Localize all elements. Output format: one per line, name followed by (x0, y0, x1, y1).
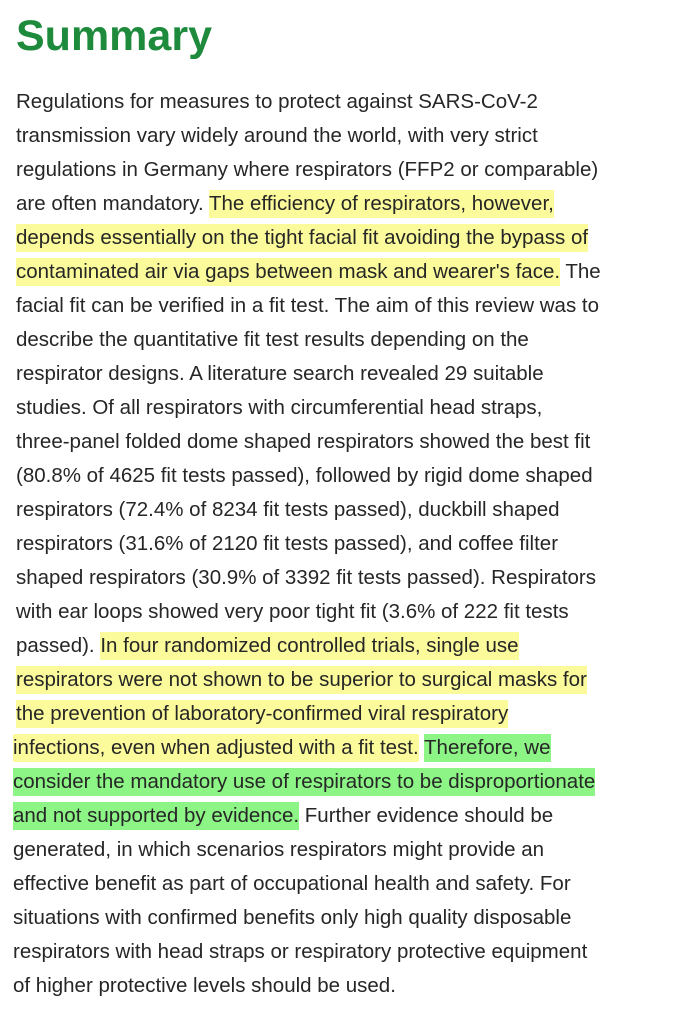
text-line (16, 666, 587, 694)
text-segment: describe the quantitative fit test results depending on the (16, 328, 529, 351)
highlight-yellow: respirators were not shown to be superior to surgical masks for (16, 666, 587, 694)
text-segment: situations with confirmed benefits only high quality disposable (13, 906, 572, 929)
text-segment: respirators (72.4% of 8234 fit tests passed), duckbill shaped (16, 498, 560, 521)
highlight-yellow: The efficiency of respirators, however, (209, 190, 554, 218)
text-line (13, 802, 553, 830)
text-line (13, 768, 595, 796)
text-line (16, 224, 588, 252)
text-line (16, 632, 519, 660)
text-line (16, 462, 593, 490)
text-segment: of higher protective levels should be used. (13, 974, 396, 997)
text-line (16, 496, 560, 524)
highlight-yellow: contaminated air via gaps between mask and wearer's face. (16, 258, 560, 286)
text-line (16, 564, 596, 592)
text-line (13, 904, 571, 932)
text-line (16, 122, 538, 150)
text-segment: studies. Of all respirators with circumferential head straps, (16, 396, 543, 419)
text-segment: Further evidence should be (299, 804, 554, 827)
text-segment: effective benefit as part of occupational health and safety. For (13, 872, 571, 895)
text-line (13, 938, 587, 966)
text-line (16, 530, 558, 558)
text-line (13, 836, 544, 864)
text-line (16, 598, 569, 626)
text-segment: (80.8% of 4625 fit tests passed), followed by rigid dome shaped (16, 464, 593, 487)
text-line (16, 190, 554, 218)
highlight-yellow: the prevention of laboratory-confirmed viral respiratory (16, 700, 508, 728)
text-segment: three-panel folded dome shaped respirators showed the best fit (16, 430, 591, 453)
text-segment: The (560, 260, 601, 283)
text-segment: respirators with head straps or respiratory protective equipment (13, 940, 588, 963)
page-title: Summary (16, 12, 212, 60)
text-segment: shaped respirators (30.9% of 3392 fit tests passed). Respirators (16, 566, 596, 589)
text-line (16, 394, 542, 422)
text-line (16, 292, 599, 320)
text-segment: transmission vary widely around the world, with very strict (16, 124, 538, 147)
text-line (16, 88, 538, 116)
highlight-yellow: depends essentially on the tight facial fit avoiding the bypass of (16, 224, 588, 252)
text-segment: are often mandatory. (16, 192, 209, 215)
text-segment: regulations in Germany where respirators (FFP2 or comparable) (16, 158, 599, 181)
highlight-green: consider the mandatory use of respirators to be disproportionate (13, 768, 595, 796)
text-line (13, 734, 551, 762)
text-segment: facial fit can be verified in a fit test. The aim of this review was to (16, 294, 599, 317)
text-line (13, 972, 396, 1000)
text-line (16, 360, 544, 388)
highlight-yellow: In four randomized controlled trials, single use (100, 632, 518, 660)
text-line (16, 326, 529, 354)
text-segment: Regulations for measures to protect against SARS-CoV-2 (16, 90, 538, 113)
text-segment: respirators (31.6% of 2120 fit tests passed), and coffee filter (16, 532, 559, 555)
text-line (16, 428, 590, 456)
text-line (16, 156, 598, 184)
text-segment: generated, in which scenarios respirators might provide an (13, 838, 544, 861)
highlight-green: and not supported by evidence. (13, 802, 299, 830)
text-segment: passed). (16, 634, 101, 657)
text-line (16, 258, 601, 286)
text-line (13, 870, 571, 898)
text-line (16, 700, 508, 728)
text-segment: with ear loops showed very poor tight fit (3.6% of 222 fit tests (16, 600, 569, 623)
text-segment: respirator designs. A literature search revealed 29 suitable (16, 362, 544, 385)
highlight-green: Therefore, we (424, 734, 550, 762)
highlight-yellow: infections, even when adjusted with a fit test. (13, 734, 419, 762)
